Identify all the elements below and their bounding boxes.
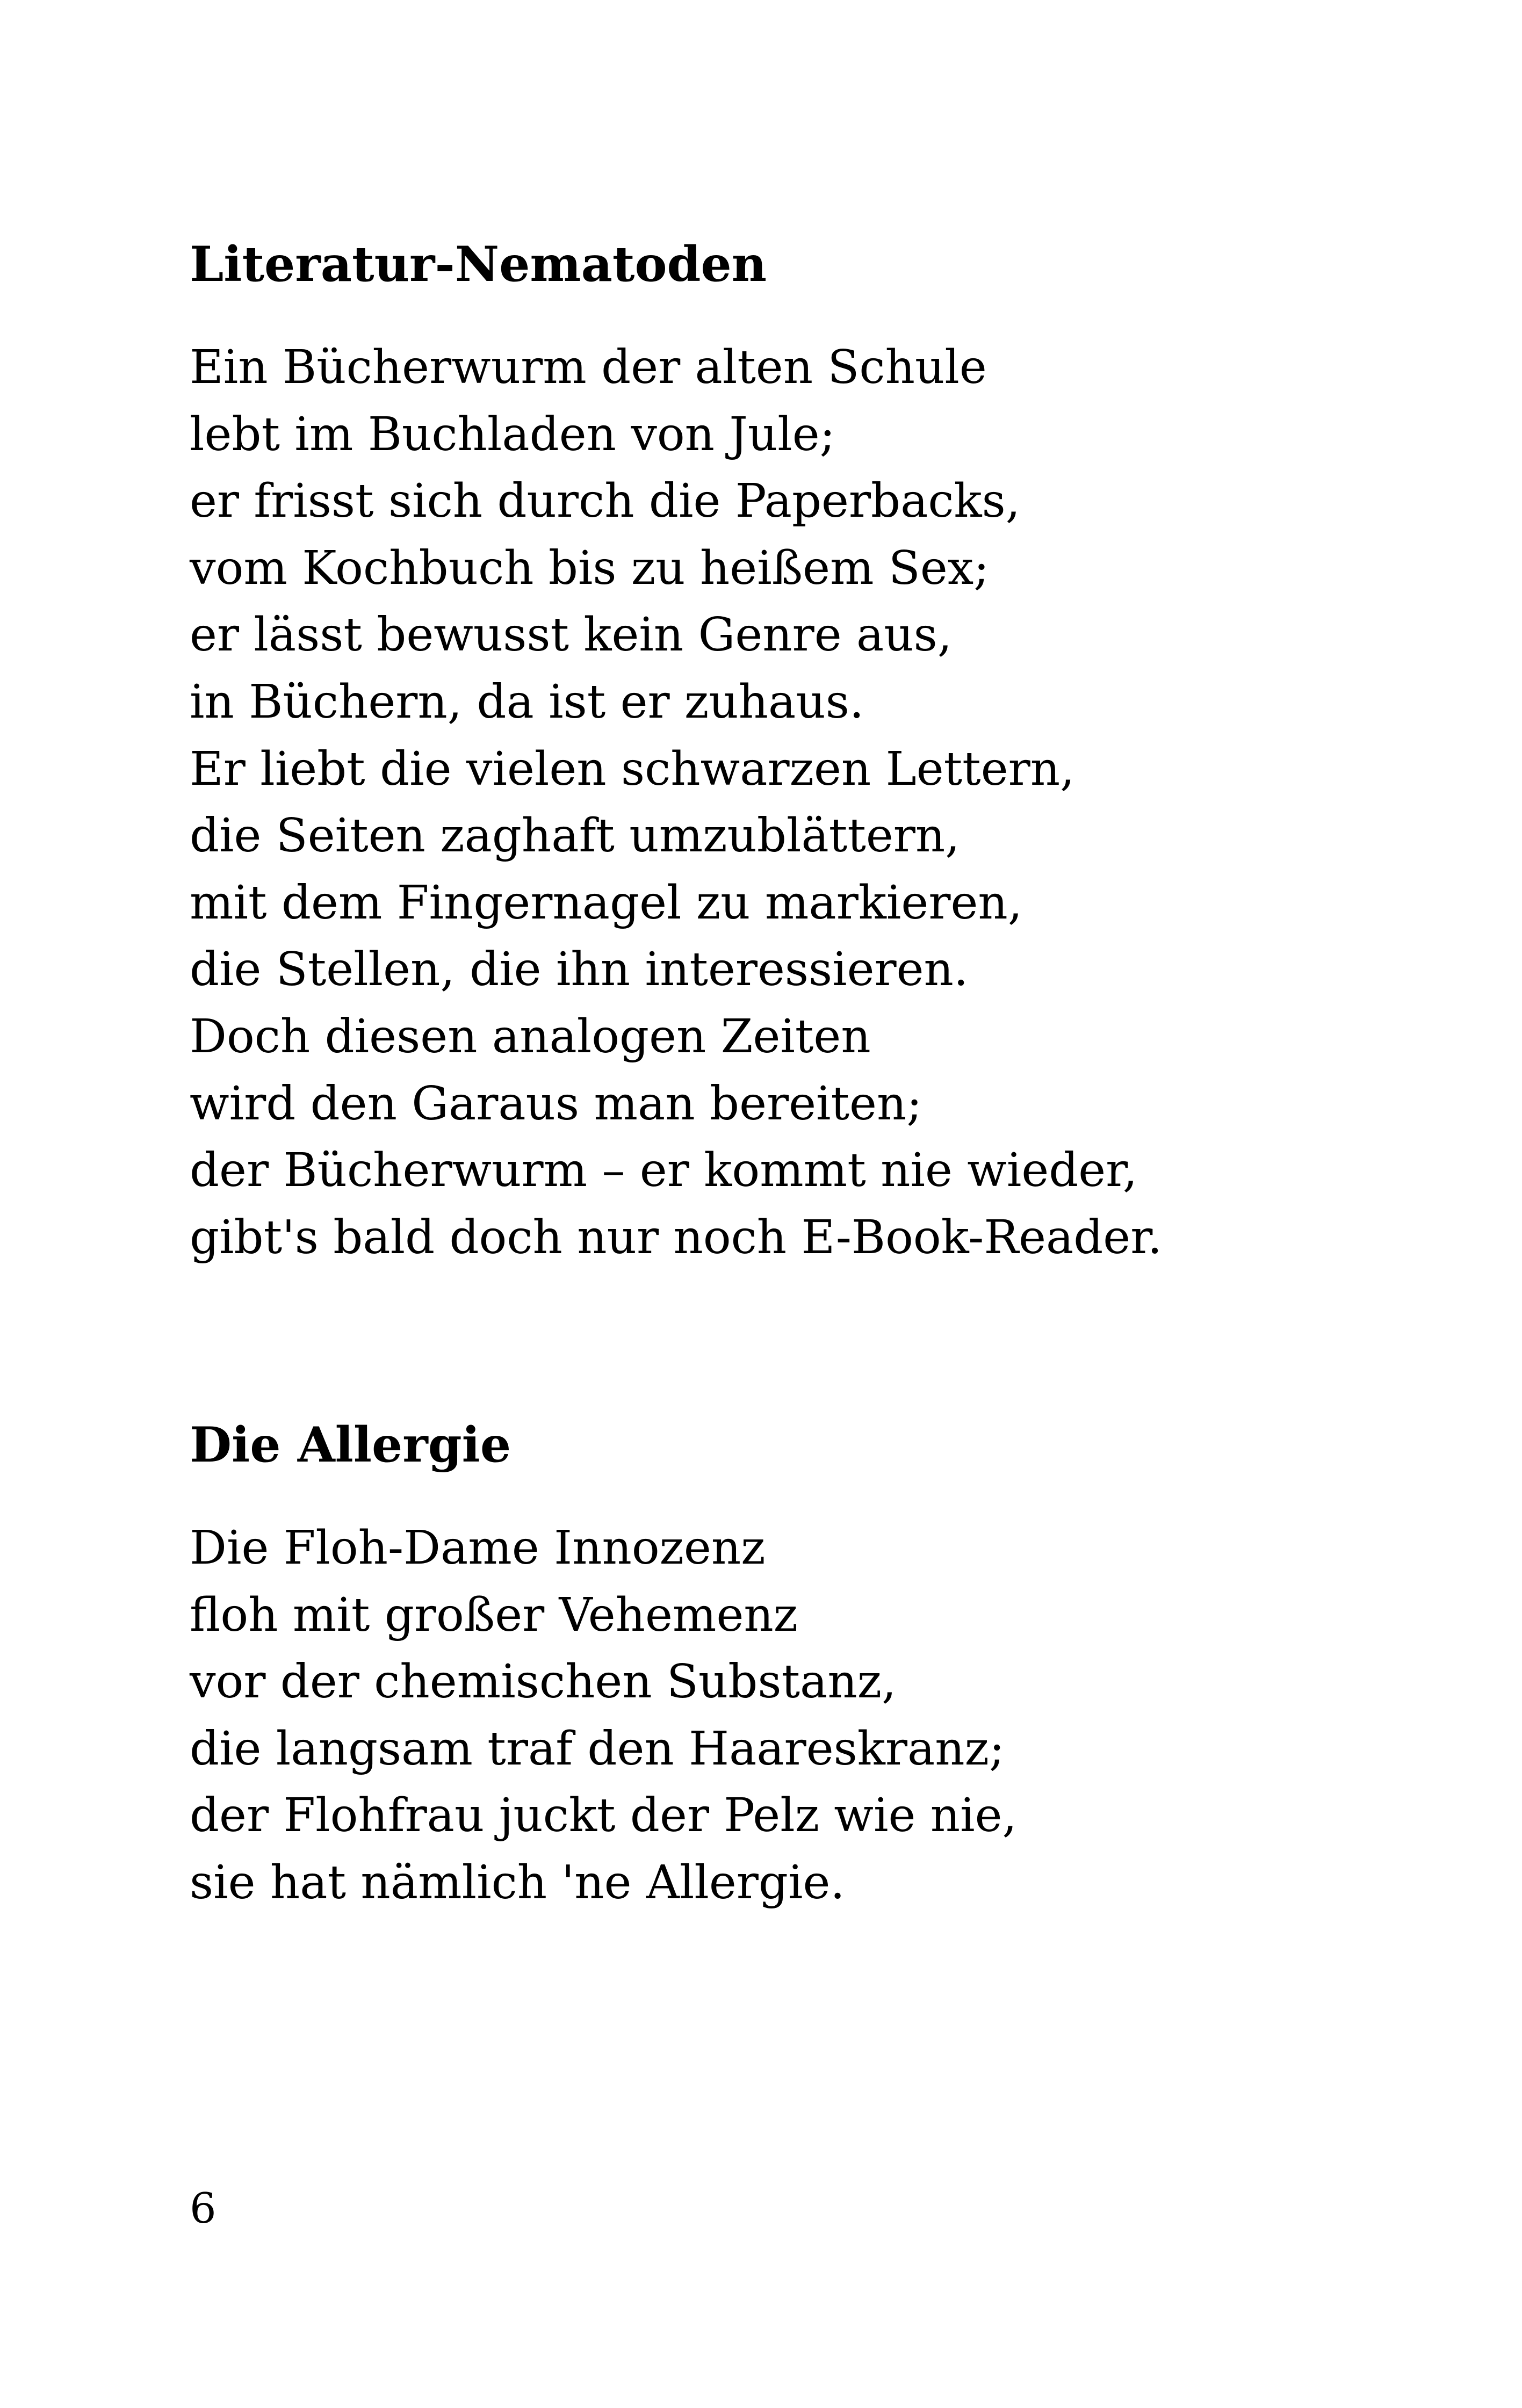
poem-title: Literatur-Nematoden bbox=[190, 236, 767, 293]
poem-line: der Flohfrau juckt der Pelz wie nie, bbox=[190, 1789, 1017, 1843]
poem-line: der Bücherwurm – er kommt nie wieder, bbox=[190, 1144, 1138, 1198]
poem-line: vom Kochbuch bis zu heißem Sex; bbox=[190, 541, 990, 595]
poem-line: in Büchern, da ist er zuhaus. bbox=[190, 675, 864, 729]
poem-lines bbox=[190, 334, 1372, 1271]
poem-line: mit dem Fingernagel zu markieren, bbox=[190, 876, 1023, 930]
poem-die-allergie bbox=[190, 1413, 1372, 1917]
poem-line: Doch diesen analogen Zeiten bbox=[190, 1009, 871, 1064]
poem-line: die Stellen, die ihn interessieren. bbox=[190, 943, 969, 997]
poem-literatur-nematoden bbox=[190, 232, 1372, 1271]
poem-line: sie hat nämlich 'ne Allergie. bbox=[190, 1855, 845, 1910]
poem-line: die langsam traf den Haareskranz; bbox=[190, 1722, 1005, 1776]
poem-line: lebt im Buchladen von Jule; bbox=[190, 407, 835, 461]
poem-line: Er liebt die vielen schwarzen Lettern, bbox=[190, 742, 1075, 796]
poem-line: Die Floh-Dame Innozenz bbox=[190, 1521, 766, 1575]
poem-line: vor der chemischen Substanz, bbox=[190, 1655, 897, 1709]
poem-lines bbox=[190, 1515, 1372, 1917]
poem-line: wird den Garaus man bereiten; bbox=[190, 1076, 922, 1131]
poem-line: er frisst sich durch die Paperbacks, bbox=[190, 474, 1021, 529]
page-number: 6 bbox=[190, 2185, 217, 2233]
poem-line: Ein Bücherwurm der alten Schule bbox=[190, 341, 987, 394]
poem-line: er lässt bewusst kein Genre aus, bbox=[190, 608, 953, 662]
poem-line: die Seiten zaghaft umzublättern, bbox=[190, 809, 960, 863]
poem-line: floh mit großer Vehemenz bbox=[190, 1588, 798, 1642]
poem-line: gibt's bald doch nur noch E-Book-Reader. bbox=[190, 1210, 1163, 1264]
poem-title: Die Allergie bbox=[190, 1416, 511, 1473]
